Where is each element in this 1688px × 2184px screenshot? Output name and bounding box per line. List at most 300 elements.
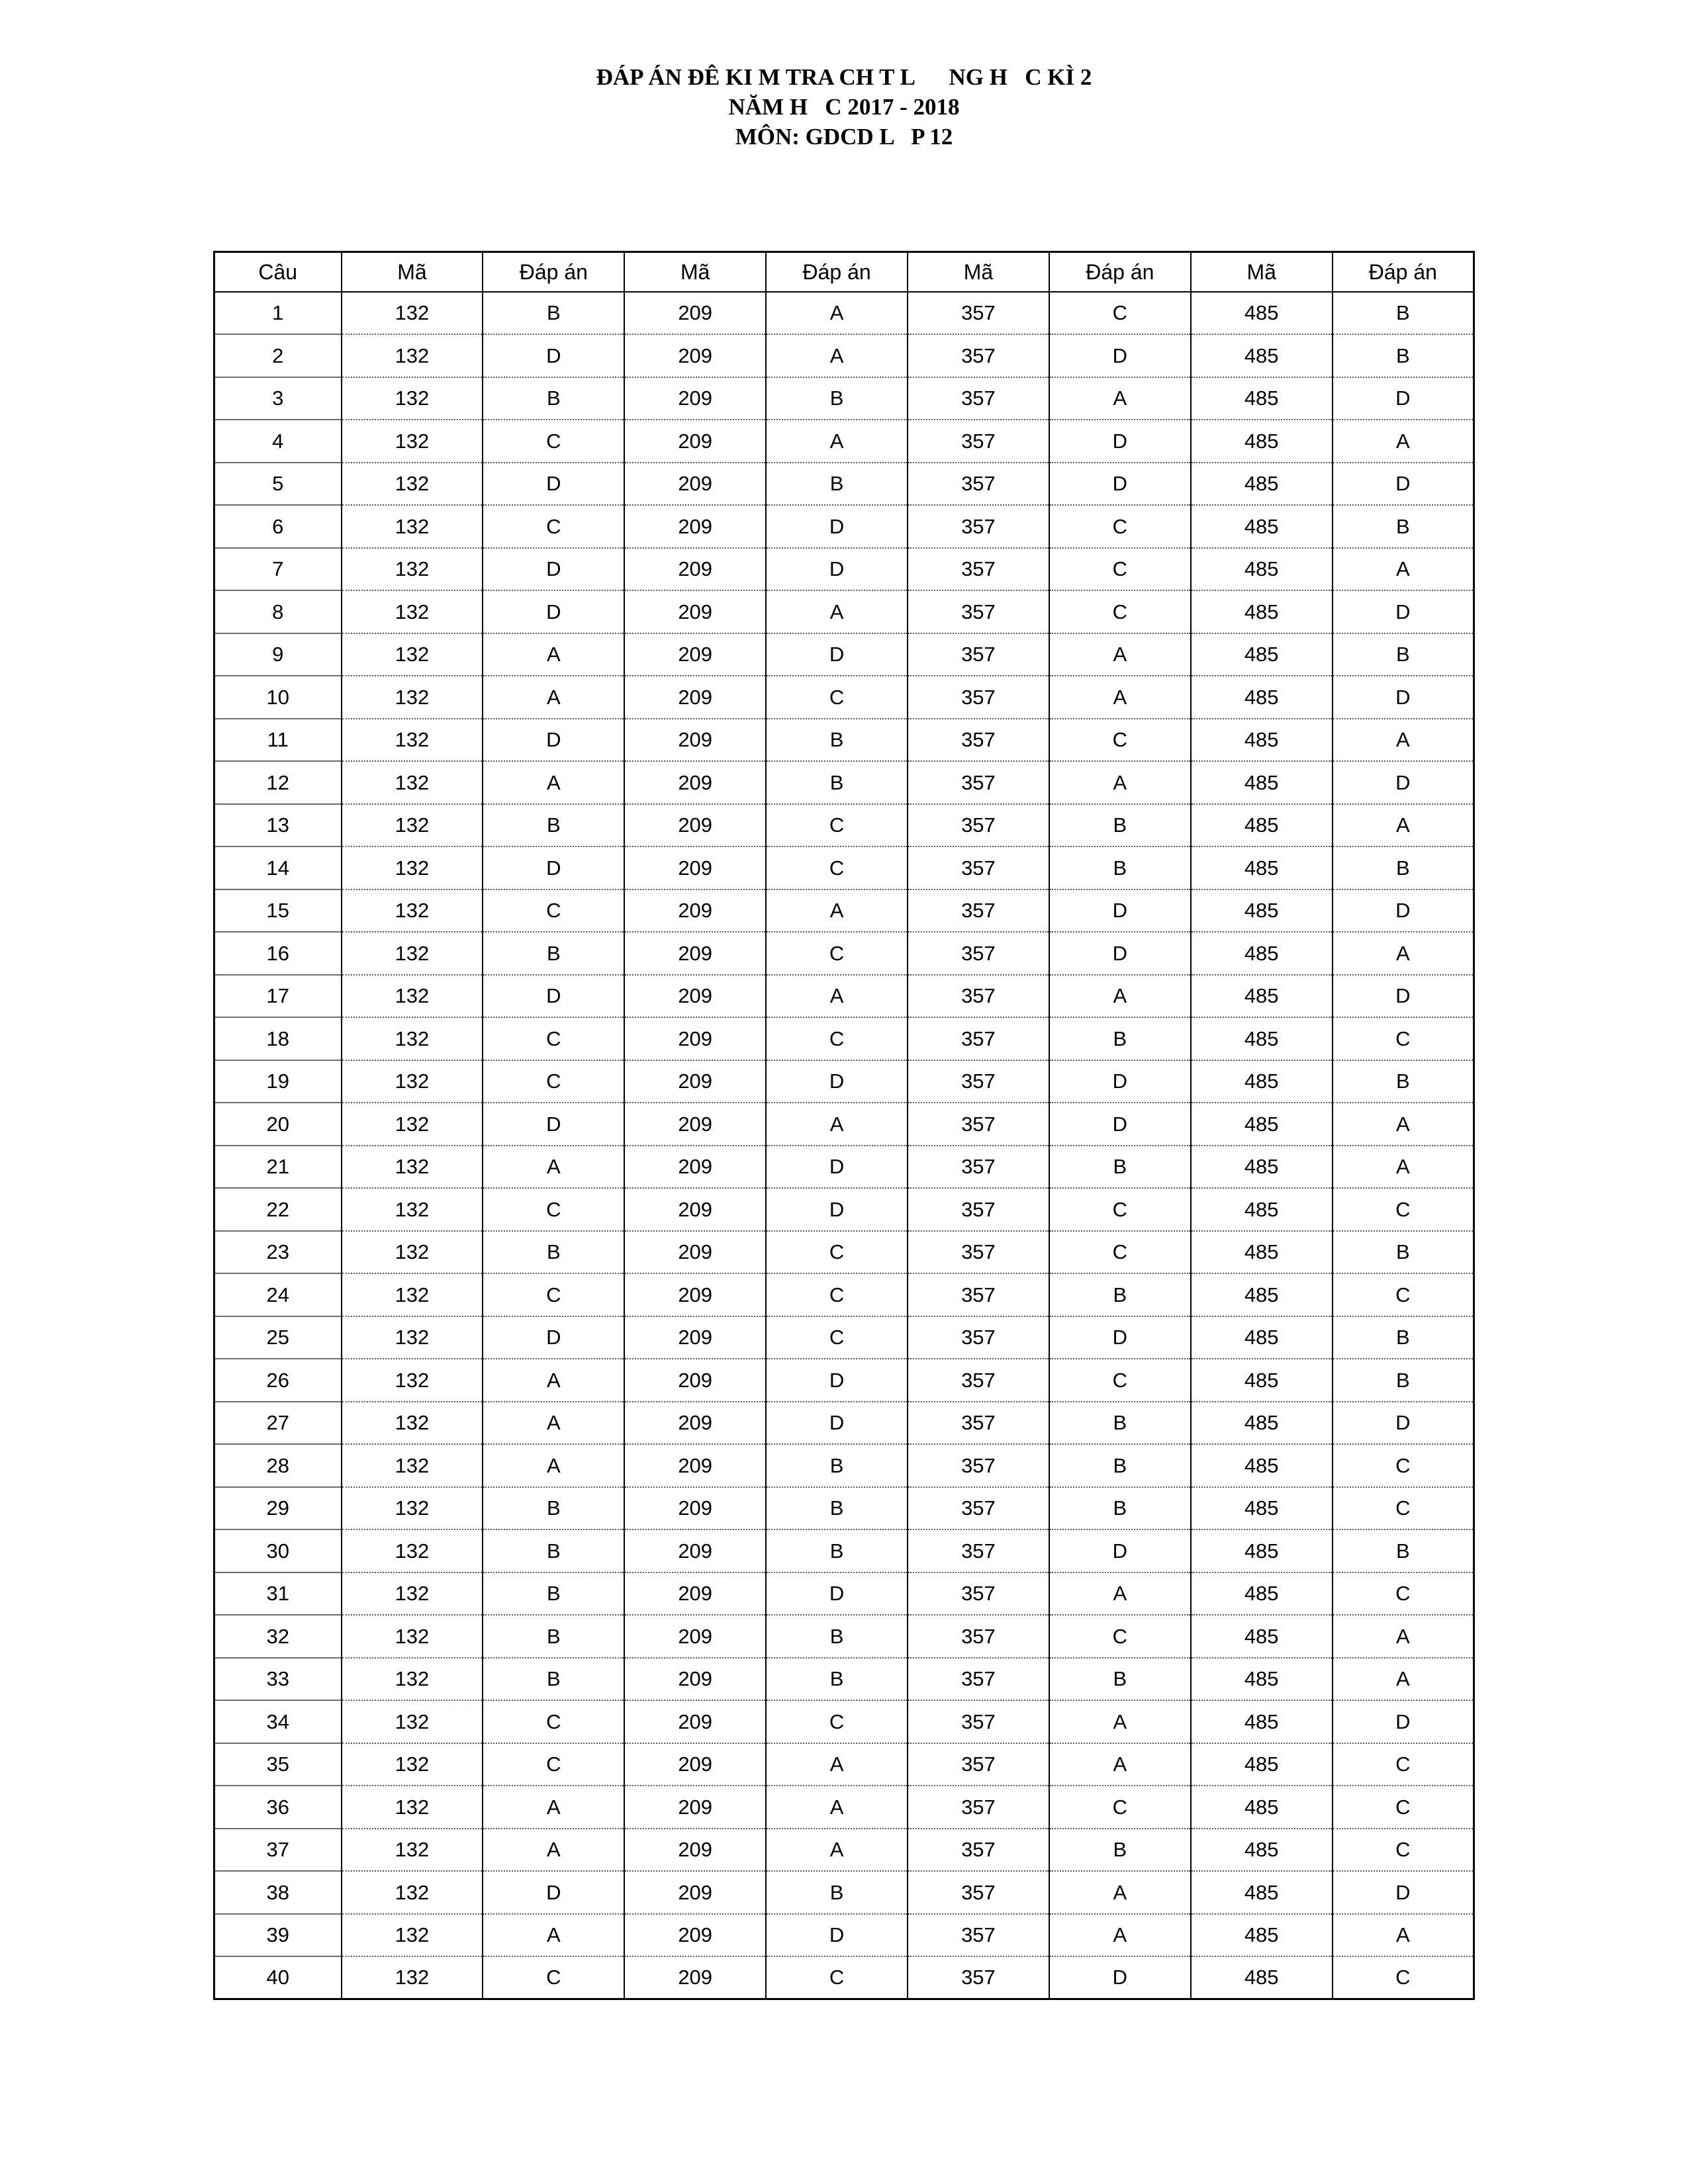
- answer-cell: C: [1333, 1487, 1474, 1530]
- answer-cell: C: [1333, 1188, 1474, 1231]
- table-row: [214, 1529, 1474, 1572]
- answer-cell: D: [483, 590, 624, 633]
- exam-code-cell: 357: [908, 1700, 1049, 1743]
- answer-cell: A: [1333, 804, 1474, 847]
- answer-cell: A: [766, 1103, 908, 1146]
- question-number: 4: [214, 420, 342, 463]
- answer-cell: D: [1049, 1956, 1191, 1999]
- exam-code-cell: 209: [624, 932, 766, 975]
- exam-code-cell: 132: [342, 463, 483, 506]
- exam-code-cell: 357: [908, 1188, 1049, 1231]
- answer-cell: D: [1333, 463, 1474, 506]
- question-number: 38: [214, 1871, 342, 1914]
- exam-code-cell: 485: [1191, 1017, 1333, 1060]
- exam-code-cell: 209: [624, 1146, 766, 1189]
- answer-cell: D: [1333, 761, 1474, 804]
- column-header: Mã: [624, 252, 766, 292]
- exam-code-cell: 485: [1191, 804, 1333, 847]
- question-number: 40: [214, 1956, 342, 1999]
- column-header: Mã: [908, 252, 1049, 292]
- exam-code-cell: 485: [1191, 1487, 1333, 1530]
- answer-cell: C: [483, 889, 624, 933]
- exam-code-cell: 357: [908, 1402, 1049, 1445]
- exam-code-cell: 209: [624, 1914, 766, 1957]
- answer-cell: C: [1333, 1017, 1474, 1060]
- exam-code-cell: 357: [908, 932, 1049, 975]
- table-row: [214, 1487, 1474, 1530]
- exam-code-cell: 209: [624, 1359, 766, 1402]
- exam-code-cell: 485: [1191, 932, 1333, 975]
- question-number: 34: [214, 1700, 342, 1743]
- table-row: [214, 1316, 1474, 1359]
- answer-cell: D: [1049, 334, 1191, 377]
- exam-code-cell: 485: [1191, 975, 1333, 1018]
- exam-code-cell: 132: [342, 719, 483, 762]
- question-number: 11: [214, 719, 342, 762]
- exam-code-cell: 209: [624, 1316, 766, 1359]
- question-number: 35: [214, 1743, 342, 1786]
- answer-cell: D: [766, 1060, 908, 1103]
- question-number: 8: [214, 590, 342, 633]
- table-row: [214, 292, 1474, 335]
- column-header: Câu: [214, 252, 342, 292]
- exam-code-cell: 209: [624, 889, 766, 933]
- answer-cell: B: [766, 1529, 908, 1572]
- exam-code-cell: 209: [624, 1529, 766, 1572]
- exam-code-cell: 209: [624, 590, 766, 633]
- answer-cell: B: [1333, 1060, 1474, 1103]
- exam-code-cell: 132: [342, 420, 483, 463]
- exam-code-cell: 132: [342, 1188, 483, 1231]
- exam-code-cell: 132: [342, 1829, 483, 1872]
- answer-cell: A: [766, 889, 908, 933]
- exam-code-cell: 209: [624, 334, 766, 377]
- exam-code-cell: 132: [342, 804, 483, 847]
- exam-code-cell: 132: [342, 1487, 483, 1530]
- exam-code-cell: 132: [342, 1743, 483, 1786]
- exam-code-cell: 132: [342, 1316, 483, 1359]
- table-header-row: [214, 252, 1474, 292]
- exam-code-cell: 209: [624, 1572, 766, 1615]
- question-number: 12: [214, 761, 342, 804]
- exam-code-cell: 132: [342, 1103, 483, 1146]
- exam-code-cell: 132: [342, 761, 483, 804]
- exam-code-cell: 485: [1191, 1273, 1333, 1316]
- answer-cell: C: [766, 1017, 908, 1060]
- answer-cell: D: [483, 846, 624, 889]
- table-row: [214, 1103, 1474, 1146]
- table-row: [214, 1146, 1474, 1189]
- exam-code-cell: 357: [908, 1658, 1049, 1701]
- answer-cell: A: [1333, 932, 1474, 975]
- table-row: [214, 719, 1474, 762]
- table-row: [214, 377, 1474, 420]
- answer-cell: C: [483, 1017, 624, 1060]
- exam-code-cell: 132: [342, 1914, 483, 1957]
- answer-cell: D: [483, 548, 624, 591]
- answer-cell: D: [766, 1188, 908, 1231]
- answer-cell: C: [766, 676, 908, 719]
- table-row: [214, 420, 1474, 463]
- exam-code-cell: 357: [908, 1103, 1049, 1146]
- exam-code-cell: 485: [1191, 1146, 1333, 1189]
- exam-code-cell: 209: [624, 633, 766, 676]
- table-body: [214, 292, 1474, 1999]
- table-row: [214, 1017, 1474, 1060]
- answer-cell: A: [1333, 1146, 1474, 1189]
- exam-code-cell: 485: [1191, 1529, 1333, 1572]
- exam-code-cell: 132: [342, 676, 483, 719]
- column-header: Đáp án: [483, 252, 624, 292]
- question-number: 6: [214, 505, 342, 548]
- exam-code-cell: 357: [908, 975, 1049, 1018]
- question-number: 13: [214, 804, 342, 847]
- answer-cell: D: [766, 548, 908, 591]
- question-number: 5: [214, 463, 342, 506]
- exam-code-cell: 357: [908, 334, 1049, 377]
- exam-code-cell: 132: [342, 1146, 483, 1189]
- exam-code-cell: 485: [1191, 1231, 1333, 1274]
- answer-cell: D: [1049, 932, 1191, 975]
- exam-code-cell: 485: [1191, 719, 1333, 762]
- answer-cell: A: [1333, 1615, 1474, 1658]
- exam-code-cell: 209: [624, 1700, 766, 1743]
- table-row: [214, 1273, 1474, 1316]
- answer-cell: C: [483, 1060, 624, 1103]
- exam-code-cell: 357: [908, 1060, 1049, 1103]
- answer-cell: D: [483, 334, 624, 377]
- answer-cell: A: [1333, 548, 1474, 591]
- answer-cell: C: [483, 1743, 624, 1786]
- answer-cell: C: [1049, 505, 1191, 548]
- table-row: [214, 1444, 1474, 1487]
- exam-code-cell: 132: [342, 1529, 483, 1572]
- exam-code-cell: 209: [624, 548, 766, 591]
- exam-code-cell: 132: [342, 590, 483, 633]
- exam-code-cell: 357: [908, 676, 1049, 719]
- exam-code-cell: 132: [342, 1444, 483, 1487]
- table-row: [214, 1572, 1474, 1615]
- answer-cell: D: [483, 1316, 624, 1359]
- answer-cell: C: [1333, 1786, 1474, 1829]
- answer-cell: C: [483, 420, 624, 463]
- answer-cell: C: [1333, 1829, 1474, 1872]
- exam-code-cell: 357: [908, 377, 1049, 420]
- answer-cell: A: [483, 1786, 624, 1829]
- exam-code-cell: 132: [342, 548, 483, 591]
- answer-cell: B: [1333, 505, 1474, 548]
- exam-code-cell: 209: [624, 1103, 766, 1146]
- answer-cell: A: [1049, 761, 1191, 804]
- answer-cell: A: [766, 420, 908, 463]
- question-number: 14: [214, 846, 342, 889]
- question-number: 32: [214, 1615, 342, 1658]
- exam-code-cell: 209: [624, 1487, 766, 1530]
- exam-code-cell: 357: [908, 846, 1049, 889]
- table-row: [214, 463, 1474, 506]
- table-row: [214, 334, 1474, 377]
- answer-cell: B: [1049, 1658, 1191, 1701]
- answer-cell: B: [483, 1231, 624, 1274]
- title-line-3: MÔN: GDCD L P 12: [735, 123, 953, 150]
- answer-cell: A: [766, 292, 908, 335]
- exam-code-cell: 357: [908, 719, 1049, 762]
- exam-code-cell: 209: [624, 505, 766, 548]
- question-number: 39: [214, 1914, 342, 1957]
- exam-code-cell: 132: [342, 633, 483, 676]
- answer-cell: D: [1049, 420, 1191, 463]
- answer-cell: D: [1333, 377, 1474, 420]
- exam-code-cell: 209: [624, 1871, 766, 1914]
- table-row: [214, 1871, 1474, 1914]
- answer-cell: B: [483, 1572, 624, 1615]
- exam-code-cell: 357: [908, 1829, 1049, 1872]
- exam-code-cell: 485: [1191, 889, 1333, 933]
- question-number: 3: [214, 377, 342, 420]
- exam-code-cell: 209: [624, 1743, 766, 1786]
- answer-cell: B: [483, 1615, 624, 1658]
- exam-code-cell: 357: [908, 1017, 1049, 1060]
- answer-cell: B: [766, 1444, 908, 1487]
- answer-cell: D: [1049, 1060, 1191, 1103]
- answer-cell: A: [766, 1829, 908, 1872]
- answer-cell: D: [1049, 463, 1191, 506]
- exam-code-cell: 209: [624, 1402, 766, 1445]
- answer-cell: C: [766, 1956, 908, 1999]
- exam-code-cell: 132: [342, 1359, 483, 1402]
- answer-cell: C: [1049, 548, 1191, 591]
- exam-code-cell: 132: [342, 1273, 483, 1316]
- answer-cell: A: [766, 1743, 908, 1786]
- exam-code-cell: 132: [342, 1615, 483, 1658]
- exam-code-cell: 485: [1191, 1914, 1333, 1957]
- exam-code-cell: 209: [624, 761, 766, 804]
- exam-code-cell: 485: [1191, 1402, 1333, 1445]
- answer-cell: B: [766, 761, 908, 804]
- exam-code-cell: 357: [908, 1316, 1049, 1359]
- answer-cell: C: [1049, 1359, 1191, 1402]
- answer-cell: C: [1333, 1743, 1474, 1786]
- exam-code-cell: 132: [342, 1402, 483, 1445]
- exam-code-cell: 132: [342, 1956, 483, 1999]
- exam-code-cell: 209: [624, 1615, 766, 1658]
- exam-code-cell: 132: [342, 1658, 483, 1701]
- exam-code-cell: 357: [908, 889, 1049, 933]
- answer-cell: D: [483, 975, 624, 1018]
- table-row: [214, 1658, 1474, 1701]
- table-row: [214, 1700, 1474, 1743]
- question-number: 21: [214, 1146, 342, 1189]
- answer-cell: D: [483, 463, 624, 506]
- answer-cell: A: [1333, 420, 1474, 463]
- exam-code-cell: 209: [624, 1786, 766, 1829]
- exam-code-cell: 132: [342, 505, 483, 548]
- question-number: 24: [214, 1273, 342, 1316]
- answer-cell: C: [1049, 1231, 1191, 1274]
- answer-cell: C: [1333, 1572, 1474, 1615]
- table-row: [214, 1786, 1474, 1829]
- table-row: [214, 1188, 1474, 1231]
- exam-code-cell: 357: [908, 1615, 1049, 1658]
- answer-cell: A: [483, 633, 624, 676]
- exam-code-cell: 209: [624, 1956, 766, 1999]
- column-header: Đáp án: [1333, 252, 1474, 292]
- exam-code-cell: 357: [908, 1529, 1049, 1572]
- title-line-2: NĂM H C 2017 - 2018: [728, 93, 960, 120]
- answer-cell: A: [483, 1359, 624, 1402]
- question-number: 2: [214, 334, 342, 377]
- exam-code-cell: 132: [342, 1060, 483, 1103]
- answer-cell: B: [766, 463, 908, 506]
- answer-cell: C: [1049, 1188, 1191, 1231]
- question-number: 7: [214, 548, 342, 591]
- answer-cell: A: [1333, 719, 1474, 762]
- question-number: 26: [214, 1359, 342, 1402]
- answer-cell: B: [483, 932, 624, 975]
- exam-code-cell: 132: [342, 292, 483, 335]
- answer-cell: A: [483, 1914, 624, 1957]
- answer-cell: C: [483, 1956, 624, 1999]
- exam-code-cell: 132: [342, 932, 483, 975]
- exam-code-cell: 485: [1191, 463, 1333, 506]
- exam-code-cell: 357: [908, 548, 1049, 591]
- question-number: 28: [214, 1444, 342, 1487]
- table-row: [214, 889, 1474, 933]
- answer-cell: A: [483, 1402, 624, 1445]
- answer-cell: D: [483, 1871, 624, 1914]
- exam-code-cell: 209: [624, 1273, 766, 1316]
- exam-code-cell: 209: [624, 1231, 766, 1274]
- answer-cell: D: [766, 1914, 908, 1957]
- column-header: Đáp án: [766, 252, 908, 292]
- answer-cell: B: [1049, 804, 1191, 847]
- exam-code-cell: 132: [342, 1700, 483, 1743]
- answer-cell: A: [766, 1786, 908, 1829]
- table-row: [214, 932, 1474, 975]
- answer-cell: B: [1049, 1829, 1191, 1872]
- exam-code-cell: 357: [908, 633, 1049, 676]
- answer-cell: D: [1333, 1700, 1474, 1743]
- exam-code-cell: 485: [1191, 420, 1333, 463]
- exam-code-cell: 485: [1191, 1743, 1333, 1786]
- exam-code-cell: 357: [908, 1743, 1049, 1786]
- answer-cell: A: [1049, 1914, 1191, 1957]
- answer-cell: B: [483, 1658, 624, 1701]
- table-row: [214, 633, 1474, 676]
- answer-cell: A: [483, 761, 624, 804]
- answer-cell: C: [483, 1700, 624, 1743]
- answer-cell: D: [766, 1402, 908, 1445]
- question-number: 33: [214, 1658, 342, 1701]
- answer-cell: D: [766, 633, 908, 676]
- answer-cell: C: [483, 505, 624, 548]
- answer-cell: B: [1333, 633, 1474, 676]
- exam-code-cell: 485: [1191, 633, 1333, 676]
- exam-code-cell: 209: [624, 846, 766, 889]
- exam-code-cell: 132: [342, 1871, 483, 1914]
- table-row: [214, 590, 1474, 633]
- table-row: [214, 1615, 1474, 1658]
- question-number: 30: [214, 1529, 342, 1572]
- column-header: Mã: [342, 252, 483, 292]
- exam-code-cell: 209: [624, 676, 766, 719]
- answer-cell: D: [766, 1572, 908, 1615]
- document-title: [0, 0, 1688, 152]
- question-number: 25: [214, 1316, 342, 1359]
- answer-cell: D: [1049, 889, 1191, 933]
- answer-cell: B: [766, 1871, 908, 1914]
- exam-code-cell: 209: [624, 804, 766, 847]
- answer-cell: D: [1049, 1316, 1191, 1359]
- answer-key-table: [213, 251, 1475, 2000]
- question-number: 18: [214, 1017, 342, 1060]
- exam-code-cell: 357: [908, 463, 1049, 506]
- exam-code-cell: 485: [1191, 1829, 1333, 1872]
- exam-code-cell: 485: [1191, 1060, 1333, 1103]
- exam-code-cell: 132: [342, 846, 483, 889]
- table-row: [214, 1914, 1474, 1957]
- exam-code-cell: 357: [908, 1359, 1049, 1402]
- exam-code-cell: 357: [908, 804, 1049, 847]
- table-row: [214, 1402, 1474, 1445]
- exam-code-cell: 132: [342, 975, 483, 1018]
- exam-code-cell: 209: [624, 1444, 766, 1487]
- exam-code-cell: 357: [908, 1487, 1049, 1530]
- answer-cell: D: [1333, 590, 1474, 633]
- answer-cell: B: [483, 804, 624, 847]
- answer-cell: B: [1049, 1017, 1191, 1060]
- table-row: [214, 761, 1474, 804]
- table-row: [214, 975, 1474, 1018]
- exam-code-cell: 357: [908, 1231, 1049, 1274]
- answer-cell: C: [1333, 1444, 1474, 1487]
- exam-code-cell: 485: [1191, 334, 1333, 377]
- answer-cell: B: [1333, 1529, 1474, 1572]
- answer-cell: B: [483, 377, 624, 420]
- exam-code-cell: 132: [342, 889, 483, 933]
- question-number: 17: [214, 975, 342, 1018]
- exam-code-cell: 357: [908, 590, 1049, 633]
- exam-code-cell: 209: [624, 463, 766, 506]
- exam-code-cell: 485: [1191, 292, 1333, 335]
- exam-code-cell: 485: [1191, 1871, 1333, 1914]
- exam-code-cell: 357: [908, 1871, 1049, 1914]
- answer-cell: B: [1049, 1487, 1191, 1530]
- answer-cell: B: [766, 1658, 908, 1701]
- answer-cell: A: [483, 1829, 624, 1872]
- answer-cell: C: [1333, 1273, 1474, 1316]
- answer-cell: D: [1333, 676, 1474, 719]
- answer-cell: A: [1049, 676, 1191, 719]
- answer-cell: D: [1333, 889, 1474, 933]
- answer-cell: B: [1049, 1273, 1191, 1316]
- answer-cell: A: [766, 975, 908, 1018]
- answer-cell: B: [766, 719, 908, 762]
- exam-code-cell: 485: [1191, 1615, 1333, 1658]
- answer-cell: A: [1333, 1658, 1474, 1701]
- exam-code-cell: 357: [908, 420, 1049, 463]
- exam-code-cell: 132: [342, 1786, 483, 1829]
- answer-cell: A: [766, 334, 908, 377]
- answer-cell: B: [1333, 1231, 1474, 1274]
- exam-code-cell: 485: [1191, 377, 1333, 420]
- exam-code-cell: 357: [908, 505, 1049, 548]
- exam-code-cell: 357: [908, 761, 1049, 804]
- exam-code-cell: 357: [908, 292, 1049, 335]
- answer-cell: C: [1049, 1786, 1191, 1829]
- table-row: [214, 548, 1474, 591]
- question-number: 36: [214, 1786, 342, 1829]
